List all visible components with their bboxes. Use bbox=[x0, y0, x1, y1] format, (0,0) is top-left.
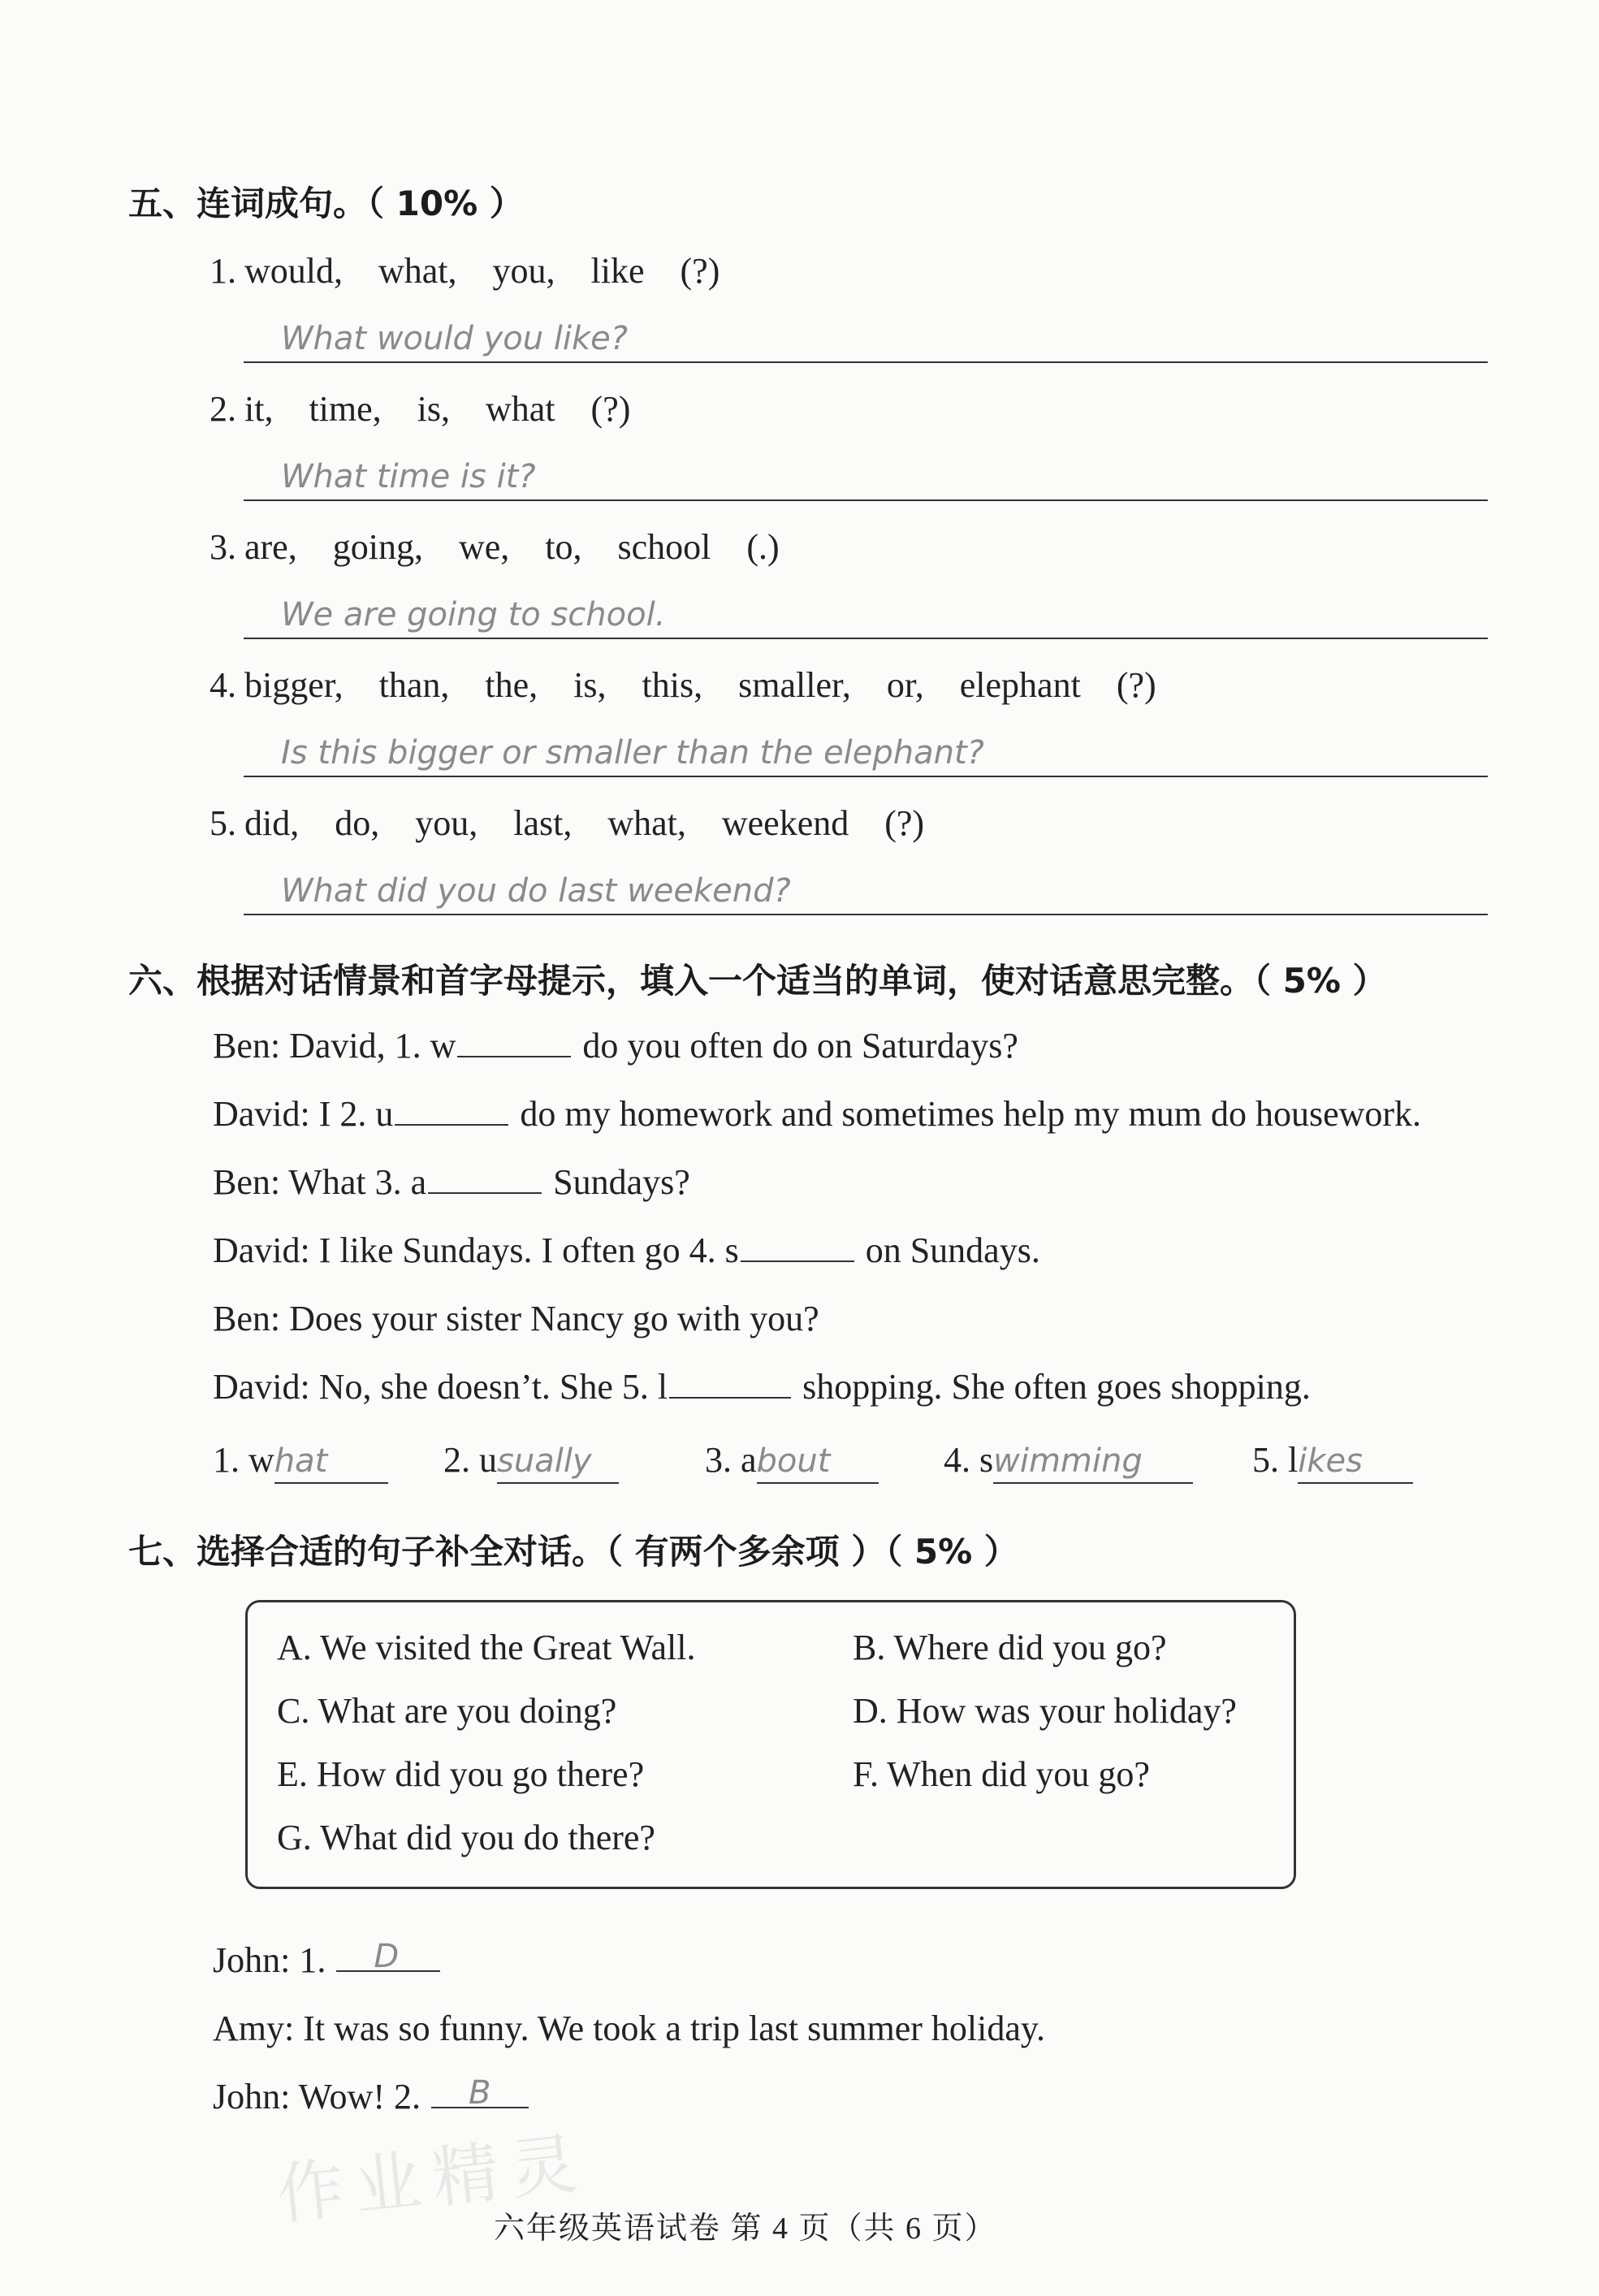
scrambled-word: (?) bbox=[590, 389, 631, 429]
dialogue-text: Ben: David, 1. w bbox=[213, 1026, 456, 1066]
answer-label: 2. u bbox=[443, 1440, 497, 1480]
dialogue-text: David: I 2. u bbox=[213, 1094, 394, 1134]
handwritten-answer: We are going to school. bbox=[281, 596, 666, 633]
scrambled-word: you, bbox=[415, 803, 478, 843]
dialogue-text: Ben: Does your sister Nancy go with you? bbox=[213, 1299, 819, 1338]
handwritten-answer: What time is it? bbox=[281, 458, 536, 495]
dialogue-text-after: do my homework and sometimes help my mum do housework. bbox=[520, 1094, 1422, 1134]
dialogue-line bbox=[213, 1366, 1311, 1407]
answer-line-4[interactable] bbox=[244, 776, 1488, 777]
scrambled-word: would, bbox=[244, 251, 343, 291]
scrambled-word: what, bbox=[378, 251, 457, 291]
option-a: A. We visited the Great Wall. bbox=[277, 1628, 696, 1667]
section5-heading: 五、连词成句。（ 10% ） bbox=[128, 184, 524, 223]
dialogue-line bbox=[213, 1025, 1018, 1066]
dialogue-3-text: John: Wow! 2. bbox=[213, 2077, 421, 2117]
scrambled-word: is, bbox=[417, 389, 451, 429]
scrambled-word: school bbox=[617, 527, 711, 567]
answer-item-5 bbox=[1252, 1439, 1413, 1484]
question-number: 2. bbox=[210, 389, 236, 429]
handwritten-answer: What would you like? bbox=[281, 320, 629, 357]
handwritten-fill: hat bbox=[274, 1442, 328, 1480]
option-c: C. What are you doing? bbox=[277, 1691, 617, 1731]
answer-line-2[interactable] bbox=[244, 499, 1488, 501]
question-number: 4. bbox=[210, 665, 236, 705]
scrambled-word: the, bbox=[485, 665, 538, 705]
dialogue-line bbox=[213, 1161, 690, 1203]
scrambled-word: you, bbox=[492, 251, 555, 291]
scrambled-word: (?) bbox=[884, 803, 925, 843]
answer-item-3 bbox=[705, 1439, 879, 1484]
handwritten-fill: wimming bbox=[993, 1442, 1143, 1480]
fill-blank[interactable] bbox=[428, 1163, 542, 1194]
handwritten-answer-2: B bbox=[469, 2074, 491, 2112]
scrambled-word: than, bbox=[378, 665, 450, 705]
question-3 bbox=[210, 526, 815, 568]
scrambled-word: to, bbox=[545, 527, 582, 567]
fill-blank[interactable] bbox=[741, 1231, 854, 1262]
fill-blank[interactable] bbox=[669, 1368, 791, 1399]
question-1 bbox=[210, 250, 755, 292]
options-box bbox=[245, 1600, 1296, 1889]
dialogue-line-1 bbox=[213, 1939, 445, 1981]
answer-blank-1[interactable] bbox=[336, 1938, 440, 1975]
scrambled-word: we, bbox=[458, 527, 510, 567]
dialogue-1-text: John: 1. bbox=[213, 1940, 326, 1980]
scrambled-word: what bbox=[486, 389, 555, 429]
answer-label: 5. l bbox=[1252, 1440, 1299, 1480]
scrambled-word: do, bbox=[335, 803, 380, 843]
dialogue-text-after: Sundays? bbox=[553, 1162, 690, 1202]
answer-label: 3. a bbox=[705, 1440, 757, 1480]
dialogue-text: David: I like Sundays. I often go 4. s bbox=[213, 1230, 739, 1270]
dialogue-line-2: Amy: It was so funny. We took a trip last summer holiday. bbox=[213, 2008, 1046, 2048]
option-b: B. Where did you go? bbox=[853, 1628, 1167, 1667]
handwritten-answer-1: D bbox=[374, 1938, 400, 1975]
scrambled-word: smaller, bbox=[738, 665, 851, 705]
answer-fill-blank[interactable] bbox=[497, 1439, 619, 1484]
dialogue-text-after: shopping. She often goes shopping. bbox=[802, 1367, 1311, 1407]
scrambled-word: (?) bbox=[1116, 665, 1156, 705]
answer-fill-blank[interactable] bbox=[1298, 1439, 1413, 1484]
question-4 bbox=[210, 664, 1192, 706]
answer-item-4 bbox=[944, 1439, 1193, 1484]
answer-blank-2[interactable] bbox=[431, 2074, 529, 2112]
answer-fill-blank[interactable] bbox=[757, 1439, 879, 1484]
scrambled-word: is, bbox=[573, 665, 607, 705]
scrambled-word: what, bbox=[607, 803, 686, 843]
dialogue-line-3 bbox=[213, 2076, 534, 2117]
question-number: 3. bbox=[210, 527, 236, 567]
dialogue-line bbox=[213, 1230, 1040, 1271]
dialogue-line bbox=[213, 1093, 1421, 1135]
answer-label: 1. w bbox=[213, 1440, 274, 1480]
page-footer: 六年级英语试卷 第 4 页（共 6 页） bbox=[494, 2212, 997, 2246]
question-5 bbox=[210, 802, 960, 844]
section7-heading: 七、选择合适的句子补全对话。（ 有两个多余项 ）（ 5% ） bbox=[128, 1532, 1018, 1572]
dialogue-line bbox=[213, 1298, 819, 1339]
watermark: 作业精灵 bbox=[273, 2125, 592, 2234]
scrambled-word: time, bbox=[309, 389, 382, 429]
option-e: E. How did you go there? bbox=[277, 1754, 645, 1794]
option-g: G. What did you do there? bbox=[277, 1818, 655, 1857]
scrambled-word: (.) bbox=[746, 527, 780, 567]
handwritten-fill: bout bbox=[756, 1442, 831, 1480]
question-number: 5. bbox=[210, 803, 236, 843]
section6-heading: 六、根据对话情景和首字母提示，填入一个适当的单词，使对话意思完整。（ 5% ） bbox=[128, 961, 1387, 1001]
option-d: D. How was your holiday? bbox=[853, 1691, 1237, 1731]
answer-line-5[interactable] bbox=[244, 914, 1488, 915]
answer-fill-blank[interactable] bbox=[993, 1439, 1193, 1484]
scrambled-word: going, bbox=[332, 527, 423, 567]
dialogue-text: David: No, she doesn’t. She 5. l bbox=[213, 1367, 668, 1407]
scrambled-word: last, bbox=[513, 803, 573, 843]
handwritten-answer: Is this bigger or smaller than the elephant? bbox=[281, 734, 984, 772]
answer-line-1[interactable] bbox=[244, 361, 1488, 363]
answer-fill-blank[interactable] bbox=[274, 1439, 388, 1484]
answer-line-3[interactable] bbox=[244, 638, 1488, 639]
handwritten-fill: ikes bbox=[1298, 1442, 1363, 1480]
handwritten-fill: sually bbox=[497, 1442, 592, 1480]
scrambled-word: (?) bbox=[680, 251, 720, 291]
question-2 bbox=[210, 388, 666, 430]
scrambled-word: or, bbox=[886, 665, 924, 705]
scrambled-word: bigger, bbox=[244, 665, 344, 705]
answer-item-1 bbox=[213, 1439, 388, 1484]
question-number: 1. bbox=[210, 251, 236, 291]
scrambled-word: this, bbox=[642, 665, 703, 705]
scrambled-word: are, bbox=[244, 527, 297, 567]
scrambled-word: it, bbox=[244, 389, 274, 429]
scrambled-word: weekend bbox=[721, 803, 849, 843]
scrambled-word: did, bbox=[244, 803, 300, 843]
dialogue-text-after: on Sundays. bbox=[865, 1230, 1040, 1270]
answer-item-2 bbox=[443, 1439, 619, 1484]
fill-blank[interactable] bbox=[457, 1027, 571, 1057]
dialogue-text-after: do you often do on Saturdays? bbox=[582, 1026, 1018, 1066]
scrambled-word: elephant bbox=[959, 665, 1081, 705]
option-f: F. When did you go? bbox=[853, 1754, 1150, 1794]
handwritten-answer: What did you do last weekend? bbox=[281, 872, 791, 910]
dialogue-text: Ben: What 3. a bbox=[213, 1162, 427, 1202]
scrambled-word: like bbox=[590, 251, 645, 291]
answer-label: 4. s bbox=[944, 1440, 994, 1480]
fill-blank[interactable] bbox=[395, 1095, 508, 1126]
